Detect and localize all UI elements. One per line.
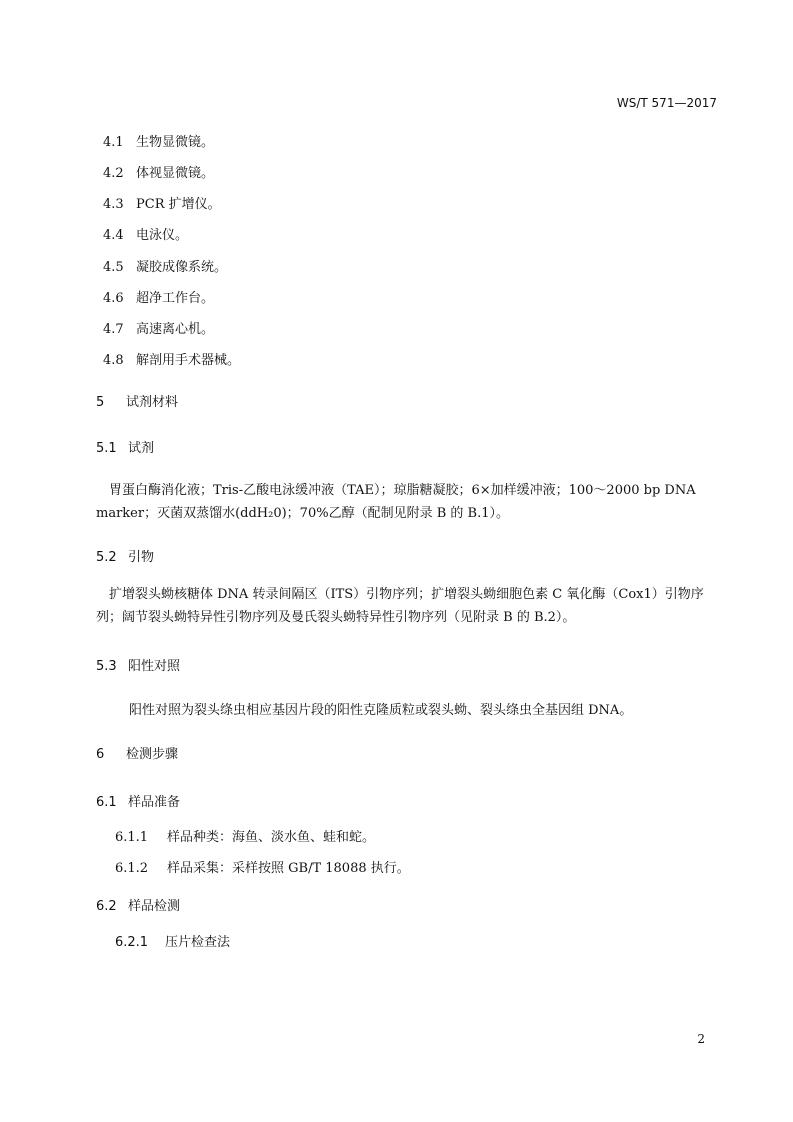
page-number: 2 [697,1032,705,1046]
section-title: 样品准备 [128,795,181,810]
section-title: 试剂 [128,441,155,456]
item-text: 生物显微镜。 [136,135,215,150]
item-text: PCR 扩增仪。 [136,197,221,212]
equipment-item [103,162,214,181]
clause-text: 样品种类：海鱼、淡水鱼、蛙和蛇。 [167,830,376,845]
item-number: 4.6 [103,291,124,306]
subsection-heading [96,546,154,565]
section-number: 5.3 [96,659,117,674]
clause-number: 6.2.1 [115,935,149,950]
equipment-item [103,193,221,212]
clause-item [115,857,410,876]
section-title: 检测步骤 [126,747,179,762]
body-paragraph: 阳性对照为裂头绦虫相应基因片段的阳性克隆质粒或裂头蚴、裂头绦虫全基因组 DNA。 [129,703,633,718]
subsection-heading [96,655,180,674]
section-title: 试剂材料 [126,395,179,410]
standard-code-header: WS/T 571—2017 [616,96,717,110]
clause-number: 6.1.2 [115,861,149,876]
item-text: 超净工作台。 [136,291,215,306]
item-number: 4.2 [103,166,124,181]
section-number: 5 [96,395,105,410]
clause-text: 样品采集：采样按照 GB/T 18088 执行。 [167,861,410,876]
equipment-item [103,224,188,243]
section-number: 5.1 [96,441,117,456]
section-number: 5.2 [96,550,117,565]
item-text: 解剖用手术器械。 [136,353,241,368]
clause-heading [115,931,230,950]
body-paragraph: 胃蛋白酶消化液；Tris-乙酸电泳缓冲液（TAE）；琼脂糖凝胶；6×加样缓冲液；100～2000 bp DNA marker；灭菌双蒸馏水(ddH₂0)；70%乙醇（配制见附录 B 的 B.1）。 [96,483,696,521]
item-text: 电泳仪。 [136,228,189,243]
section-heading [96,743,178,762]
subsection-heading [96,895,180,914]
body-paragraph: 扩增裂头蚴核糖体 DNA 转录间隔区（ITS）引物序列；扩增裂头蚴细胞色素 C 氧化酶（Cox1）引物序列；阔节裂头蚴特异性引物序列及曼氏裂头蚴特异性引物序列（见附录 B 的 B.2）。 [96,587,704,625]
subsection-heading [96,791,180,810]
equipment-item [103,131,214,150]
section-number: 6.1 [96,795,117,810]
item-number: 4.1 [103,135,124,150]
equipment-item [103,287,214,306]
section-title: 阳性对照 [128,659,181,674]
item-text: 高速离心机。 [136,322,215,337]
section-heading [96,391,178,410]
item-number: 4.5 [103,260,124,275]
equipment-item [103,256,227,275]
section-number: 6.2 [96,899,117,914]
item-number: 4.8 [103,353,124,368]
clause-title: 压片检查法 [165,935,231,950]
section-title: 样品检测 [128,899,181,914]
item-text: 体视显微镜。 [136,166,215,181]
item-text: 凝胶成像系统。 [136,260,228,275]
clause-number: 6.1.1 [115,830,149,845]
equipment-item [103,318,214,337]
item-number: 4.7 [103,322,124,337]
subsection-heading [96,437,154,456]
clause-item [115,826,375,845]
section-number: 6 [96,747,105,762]
equipment-item [103,349,240,368]
section-title: 引物 [128,550,155,565]
item-number: 4.4 [103,228,124,243]
item-number: 4.3 [103,197,124,212]
